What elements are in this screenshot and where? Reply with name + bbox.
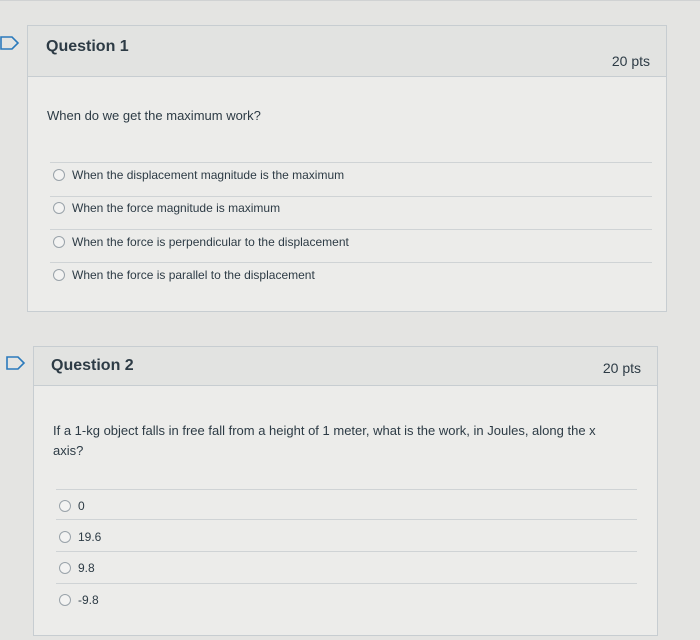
answer-divider xyxy=(50,162,652,163)
question-points: 20 pts xyxy=(602,360,641,376)
question-title: Question 1 xyxy=(46,38,129,55)
answer-label: When the displacement magnitude is the maximum xyxy=(72,168,345,182)
answer-divider xyxy=(56,583,637,584)
question-2-header xyxy=(34,347,657,386)
unanswered-flag-icon[interactable] xyxy=(6,356,26,370)
radio-button-icon[interactable] xyxy=(53,269,65,281)
answer-divider xyxy=(56,551,637,552)
answer-label: 0 xyxy=(78,499,85,513)
answer-divider xyxy=(50,229,652,230)
answer-option[interactable] xyxy=(53,264,315,286)
question-1-card xyxy=(27,25,667,312)
radio-button-icon[interactable] xyxy=(59,562,71,574)
question-text: If a 1-kg object falls in free fall from a height of 1 meter, what is the work, in Joules, along the x axis? xyxy=(53,423,596,458)
answer-label: -9.8 xyxy=(78,593,99,607)
answer-divider xyxy=(50,262,652,263)
answer-label: When the force is perpendicular to the displacement xyxy=(72,235,349,249)
radio-button-icon[interactable] xyxy=(53,169,65,181)
answer-label: 19.6 xyxy=(78,530,102,544)
answer-divider xyxy=(56,489,637,490)
question-points: 20 pts xyxy=(611,53,650,69)
unanswered-flag-icon[interactable] xyxy=(0,36,20,50)
answer-label: When the force magnitude is maximum xyxy=(72,201,281,215)
answer-option[interactable] xyxy=(53,197,280,219)
answer-label: 9.8 xyxy=(78,561,95,575)
answer-option[interactable] xyxy=(59,526,101,548)
answer-divider xyxy=(56,519,637,520)
question-1-header xyxy=(28,26,666,77)
radio-button-icon[interactable] xyxy=(59,594,71,606)
page-top-border xyxy=(0,0,700,1)
answer-option[interactable] xyxy=(59,557,95,579)
answer-option[interactable] xyxy=(53,164,344,186)
radio-button-icon[interactable] xyxy=(53,202,65,214)
question-text: When do we get the maximum work? xyxy=(47,108,261,123)
answer-option[interactable] xyxy=(53,231,349,253)
question-title: Question 2 xyxy=(51,357,134,374)
radio-button-icon[interactable] xyxy=(59,500,71,512)
answer-option[interactable] xyxy=(59,589,99,611)
answer-option[interactable] xyxy=(59,495,85,517)
question-2-card xyxy=(33,346,658,636)
radio-button-icon[interactable] xyxy=(53,236,65,248)
radio-button-icon[interactable] xyxy=(59,531,71,543)
answer-label: When the force is parallel to the displacement xyxy=(72,268,315,282)
